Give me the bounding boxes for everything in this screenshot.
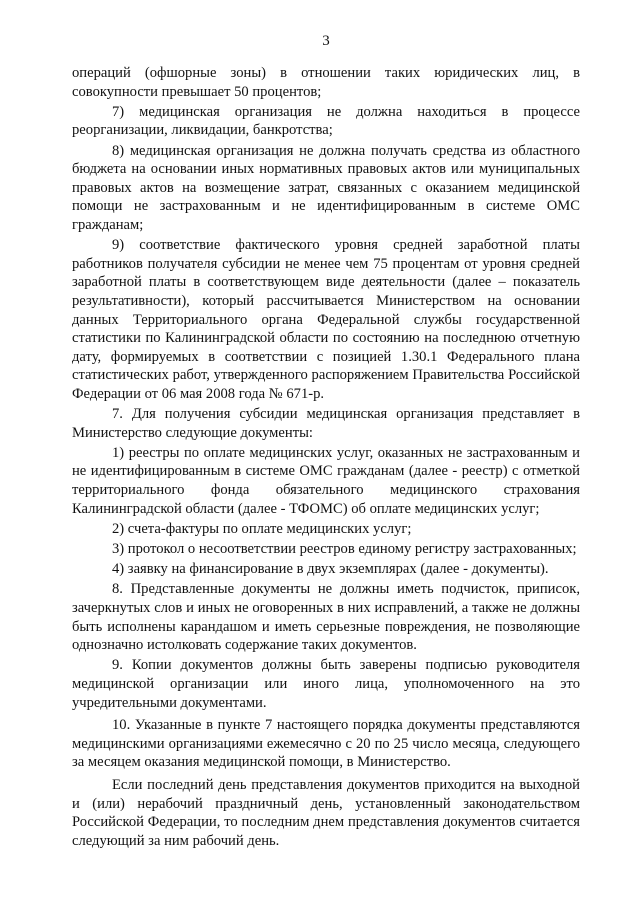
paragraph-section-7-documents: 7. Для получения субсидии медицинская организация представляет в Министерство следующие документы: bbox=[72, 406, 580, 441]
paragraph-doc-1-registers: 1) реестры по оплате медицинских услуг, оказанных не застрахованным и не идентифицированным в системе ОМС гражданам (далее - реестр) с отметкой территориального фонда обязательного медицинского страхования Калининградской области (далее - ТФОМС) об оплате медицинских услуг; bbox=[72, 444, 580, 517]
paragraph-item-7-reorganization: 7) медицинская организация не должна находиться в процессе реорганизации, ликвидации, банкротства; bbox=[72, 103, 580, 139]
paragraph-item-8-regional-budget: 8) медицинская организация не должна получать средства из областного бюджета на основании иных нормативных правовых актов или муниципальных правовых актов на возмещение затрат, связанных с оказанием медицинской помощи не застрахованным и не идентифицированным в системе ОМС гражданам; bbox=[72, 142, 580, 233]
paragraph-doc-3-protocol: 3) протокол о несоответствии реестров единому регистру застрахованных; bbox=[112, 541, 577, 557]
paragraph-doc-4-application: 4) заявку на финансирование в двух экземплярах (далее - документы). bbox=[112, 561, 549, 578]
paragraph-section-10-deadline: 10. Указанные в пункте 7 настоящего порядка документы представляются медицинскими организациями ежемесячно с 20 по 25 число месяца, следующего за месяцем оказания медицинской помощи, в Министерство. bbox=[72, 717, 580, 771]
paragraph-item-9-salary-level: 9) соответствие фактического уровня средней заработной платы работников получателя субсидии не менее чем 75 процентам от уровня средней заработной платы в соответствующем виде деятельности (далее – показатель результативности), который рассчитывается Министерством на основании данных Территориального органа Федеральной службы государственной статистики по Калининградской области по состоянию на последнюю отчетную дату, формируемых в соответствии с позицией 1.30.1 Федерального плана статистических работ, утвержденного распоряжением Правительства Российской Федерации от 06 мая 2008 года № 671-р. bbox=[72, 237, 580, 402]
page-number: 3 bbox=[322, 33, 330, 49]
document-page bbox=[72, 32, 580, 852]
paragraph-doc-2-invoices: 2) счета-фактуры по оплате медицинских услуг; bbox=[112, 520, 412, 537]
paragraph-section-8-requirements: 8. Представленные документы не должны иметь подчисток, приписок, зачеркнутых слов и иных не оговоренных в них исправлений, а также не должны быть исполнены карандашом и иметь серьезные повреждения, не позволяющие однозначно истолковать содержание таких документов. bbox=[72, 581, 580, 654]
paragraph-holiday-rule: Если последний день представления документов приходится на выходной и (или) нерабочий праздничный день, установленный законодательством Российской Федерации, то последним днем представления документов считается следующий за ним рабочий день. bbox=[72, 776, 580, 849]
paragraph-offshore-continuation: операций (офшорные зоны) в отношении таких юридических лиц, в совокупности превышает 50 процентов; bbox=[72, 65, 580, 100]
paragraph-section-9-copies: 9. Копии документов должны быть заверены подписью руководителя медицинской организации или иного лица, уполномоченного на это учредительными документами. bbox=[72, 657, 580, 711]
